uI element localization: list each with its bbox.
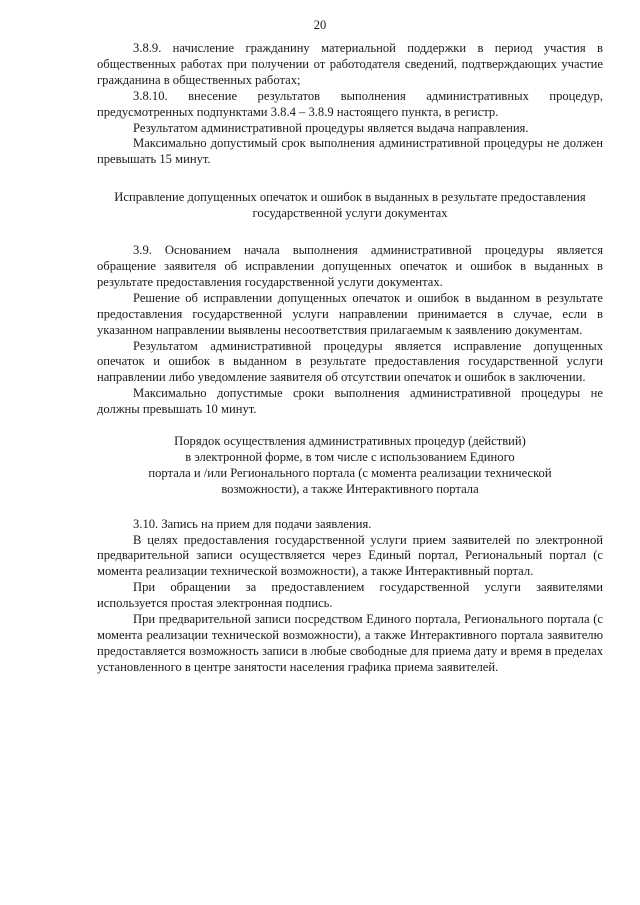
paragraph-correction-decision: Решение об исправлении допущенных опечаток и ошибок в выданном в результате предоставления государственной услуги направлении принимается в случае, если в указанном направлении выявлены несоответствия прилагаемым к заявлению документам.: [97, 290, 603, 337]
paragraph-max-time-15: Максимально допустимый срок выполнения административной процедуры не должен превышать 15 минут.: [97, 136, 603, 167]
spacer: [97, 498, 603, 517]
paragraph-3-8-10: 3.8.10. внесение результатов выполнения административных процедур, предусмотренных подпунктами 3.8.4 – 3.8.9 настоящего пункта, в регистр.: [97, 88, 603, 119]
heading-line: в электронной форме, в том числе с использованием Единого: [185, 449, 515, 464]
spacer: [97, 418, 603, 434]
paragraph-max-time-10: Максимально допустимые сроки выполнения административной процедуры не должны превышать 10 минут.: [97, 386, 603, 417]
paragraph-3-10: 3.10. Запись на прием для подачи заявления.: [133, 516, 372, 531]
paragraph-3-9: 3.9. Основанием начала выполнения административной процедуры является обращение заявителя об исправлении допущенных опечаток и ошибок в выданных в результате предоставления государственной услуги документах.: [97, 243, 603, 289]
paragraph-electronic-signature: При обращении за предоставлением государственной услуги заявителями используется простая электронная подпись.: [97, 580, 603, 611]
paragraph-electronic-appointment: В целях предоставления государственной услуги прием заявителей по электронной предварительной записи осуществляется через Единый портал, Региональный портал (с момента реализации технической возможности), а также Интерактивный портал.: [97, 532, 603, 579]
page-number: 20: [313, 18, 327, 32]
paragraph-result-issuance: Результатом административной процедуры является выдача направления.: [133, 120, 529, 135]
spacer: [97, 222, 603, 243]
paragraph-prerecord-options: При предварительной записи посредством Единого портала, Регионального портала (с момента реализации технической возможности), а также Интерактивного портала заявителю предоставляется возможность записи в любые свободные для приема дату и время в пределах установленного в центре занятости населения графика приема заявителей.: [97, 612, 603, 674]
heading-line: Порядок осуществления административных процедур (действий): [174, 434, 526, 449]
section-heading-corrections: Исправление допущенных опечаток и ошибок в выданных в результате предоставления государственной услуги документах: [114, 190, 586, 221]
section-heading-electronic-procedures: [97, 434, 603, 498]
spacer: [97, 168, 603, 190]
document-body: [97, 41, 603, 676]
paragraph-3-8-9: 3.8.9. начисление гражданину материальной поддержки в период участия в общественных работах при получении от работодателя сведений, подтверждающих участие гражданина в общественных работах;: [97, 41, 603, 87]
heading-line: возможности), а также Интерактивного портала: [221, 481, 479, 496]
heading-line: портала и /или Регионального портала (с момента реализации технической: [148, 465, 552, 480]
paragraph-result-correction: Результатом административной процедуры является исправление допущенных опечаток и ошибок в выданном в результате предоставления государственной услуги направлении либо уведомление заявителя об отсутствии опечаток и ошибок в заключении.: [97, 338, 603, 385]
